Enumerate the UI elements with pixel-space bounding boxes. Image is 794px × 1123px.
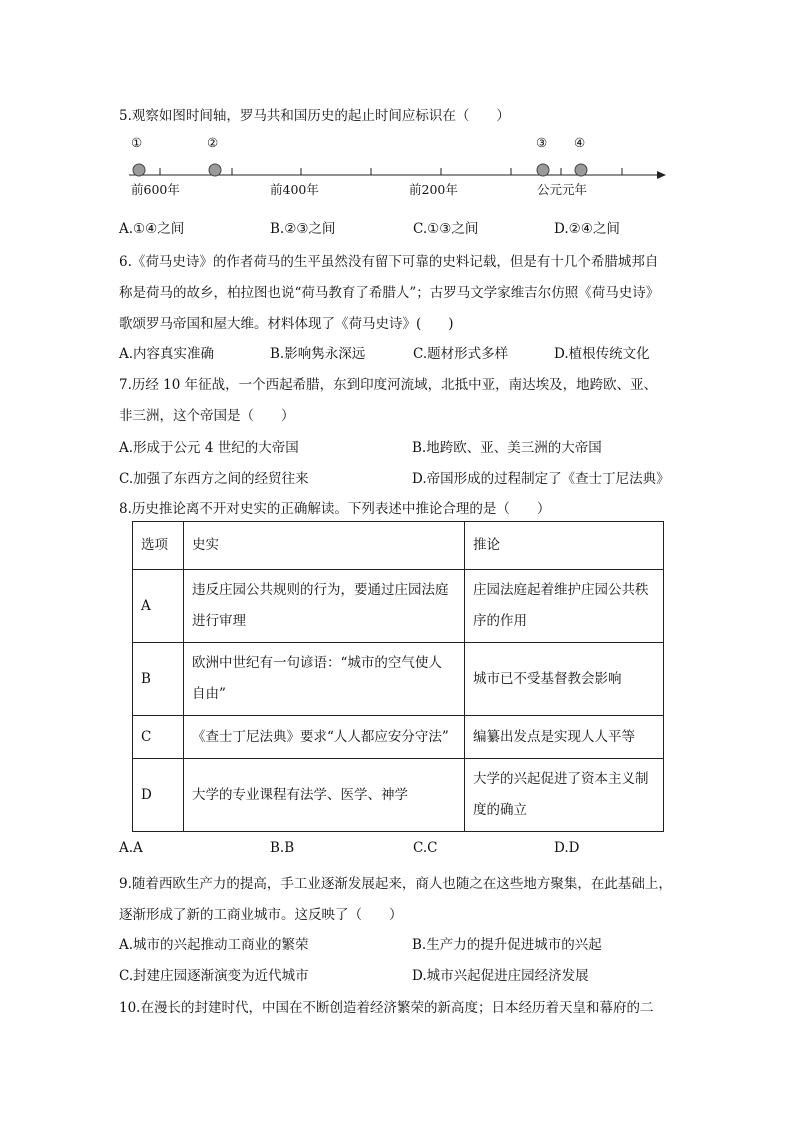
q6-option-b: B.影响隽永深远 [270,346,366,362]
inference-line: 编纂出发点是实现人人平等 [473,728,635,745]
tick-label-600bc: 前600年 [131,182,180,197]
q9-option-b: B.生产力的提升促进城市的兴起 [412,937,602,953]
timeline-arrow [657,171,666,179]
inference-line: 度的确立 [473,802,527,818]
q8-option-d: D.D [554,840,580,856]
fact-line: 欧洲中世纪有一句谚语：“城市的空气使人 [192,655,442,671]
q5-option-c: C.①③之间 [413,221,479,237]
q6-option-a: A.内容真实准确 [119,346,215,362]
q9-option-c: C.封建庄园逐渐演变为近代城市 [119,968,309,984]
q8-stem: 8.历史推论离不开对史实的正确解读。下列表述中推论合理的是（ ） [119,501,551,517]
marker-dot-3 [537,164,549,176]
q7-option-d: D.帝国形成的过程制定了《查士丁尼法典》 [412,471,670,487]
marker-dot-1 [133,164,145,176]
inference-line: 庄园法庭起着维护庄园公共秩 [473,582,649,598]
q9-option-a: A.城市的兴起推动工商业的繁荣 [119,937,309,953]
row-fact [184,716,465,759]
q10-line-1: 10.在漫长的封建时代，中国在不断创造着经济繁荣的新高度；日本经历着天皇和幕府的二 [119,1000,654,1016]
q9-option-d: D.城市兴起促进庄园经济发展 [412,968,589,984]
row-option: A [133,570,184,643]
fact-line: 自由” [192,686,226,702]
inference-line: 大学的兴起促进了资本主义制 [473,771,649,787]
fact-line: 大学的专业课程有法学、医学、神学 [192,786,408,803]
q8-option-c: C.C [413,840,438,856]
q7-option-c: C.加强了东西方之间的经贸往来 [119,471,309,487]
tick-label-200bc: 前200年 [409,182,458,197]
marker-label-1: ① [131,135,143,150]
marker-label-4: ④ [574,135,586,150]
fact-line: 进行审理 [192,613,246,629]
fact-line: 《查士丁尼法典》要求“人人都应安分守法” [192,728,449,745]
fact-line: 违反庄园公共规则的行为，要通过庄园法庭 [192,582,449,598]
row-inference [465,643,664,716]
q5-option-b: B.②③之间 [270,221,336,237]
inference-line: 序的作用 [473,613,527,629]
header-inference: 推论 [465,522,664,570]
q9-line-2: 逐渐形成了新的工商业城市。这反映了（ ） [119,907,403,923]
q8-option-a: A.A [119,840,143,856]
inference-line: 城市已不受基督教会影响 [473,670,622,687]
row-inference [465,716,664,759]
header-option: 选项 [133,522,184,570]
q7-line-2: 非三洲，这个帝国是（ ） [119,408,295,424]
q9-line-1: 9.随着西欧生产力的提高，手工业逐渐发展起来，商人也随之在这些地方聚集，在此基础上， [119,876,672,892]
q5-option-d: D.②④之间 [554,221,620,237]
tick-label-ad1: 公元元年 [537,182,588,197]
q6-option-c: C.题材形式多样 [413,346,509,362]
marker-dot-4 [575,164,587,176]
q5-option-a: A.①④之间 [119,221,185,237]
row-option: D [133,759,184,832]
q8-option-b: B.B [270,840,295,856]
header-fact: 史实 [184,522,465,570]
row-fact [184,759,465,832]
q6-line-3: 歌颂罗马帝国和屋大维。材料体现了《荷马史诗》( ) [119,316,454,332]
q6-line-2: 称是荷马的故乡，柏拉图也说“荷马教育了希腊人”；古罗马文学家维吉尔仿照《荷马史诗》 [119,285,660,301]
q5-stem: 5.观察如图时间轴，罗马共和国历史的起止时间应标识在（ ） [119,108,510,124]
row-fact [184,643,465,716]
q6-option-d: D.植根传统文化 [554,346,650,362]
timeline-figure [125,128,670,203]
row-option: B [133,643,184,716]
row-inference [465,759,664,832]
q8-table [132,521,664,832]
row-fact [184,570,465,643]
table-header-row [133,522,664,570]
table-row [133,716,664,759]
timeline-svg [125,128,670,203]
tick-label-400bc: 前400年 [270,182,319,197]
table-row [133,570,664,643]
table-row [133,643,664,716]
marker-label-2: ② [207,135,219,150]
q6-line-1: 6.《荷马史诗》的作者荷马的生平虽然没有留下可靠的史料记载，但是有十几个希腊城邦自 [119,254,659,270]
marker-label-3: ③ [536,135,548,150]
q7-option-b: B.地跨欧、亚、美三洲的大帝国 [412,440,602,456]
table-row [133,759,664,832]
row-inference [465,570,664,643]
marker-dot-2 [209,164,221,176]
q7-option-a: A.形成于公元 4 世纪的大帝国 [119,440,299,456]
q7-line-1: 7.历经 10 年征战，一个西起希腊，东到印度河流域，北抵中亚，南达埃及，地跨欧、亚、 [119,377,658,393]
row-option: C [133,716,184,759]
